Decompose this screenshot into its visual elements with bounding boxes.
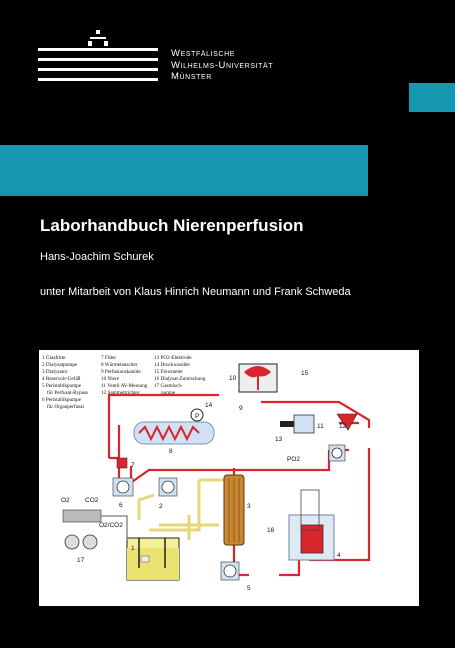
legend-17: 17 Gasmisch- xyxy=(154,383,183,389)
gas-o2-label: O2 xyxy=(61,497,70,504)
num-17: 17 xyxy=(77,557,85,564)
gas-co2-label: CO2 xyxy=(85,497,99,504)
legend-16: 16 Dialysat-Zumischung xyxy=(154,376,206,382)
logo-portal-right xyxy=(104,41,108,46)
legend-6: 6 Peristaltikpumpe xyxy=(42,397,82,403)
po2-label: PO2 xyxy=(287,456,301,463)
filter xyxy=(117,458,127,468)
perfusion-diagram-svg xyxy=(39,350,419,606)
university-logo xyxy=(38,30,158,84)
logo-bar-3 xyxy=(38,68,158,71)
num-2: 2 xyxy=(159,503,163,510)
legend-10: 10 Niere xyxy=(101,376,120,382)
num-12: 12 xyxy=(339,423,347,430)
legend-15: 15 Flowmeter xyxy=(154,369,183,375)
num-8: 8 xyxy=(169,448,173,455)
av-valve xyxy=(280,415,314,433)
gas-mix-label: O2/CO2 xyxy=(99,522,123,529)
num-16: 16 xyxy=(267,527,275,534)
legend-6b: für Organperfusat xyxy=(47,404,84,410)
num-1: 1 xyxy=(131,545,135,552)
logo-bar-1 xyxy=(38,48,158,51)
dialyzer xyxy=(224,475,244,545)
legend-13: 13 PO2-Elektrode xyxy=(154,355,192,361)
kidney-chamber xyxy=(239,364,277,392)
legend-1: 1 Glasfritte xyxy=(42,355,66,361)
pressure-p-label: P xyxy=(195,413,200,420)
dialysate-tubing xyxy=(139,480,224,540)
legend-7: 7 Filter xyxy=(101,355,117,361)
legend-12: 12 Sammeltrichter xyxy=(101,390,140,396)
legend-5: 5 Peristaltikpumpe xyxy=(42,383,82,389)
accent-band xyxy=(0,145,368,196)
num-14: 14 xyxy=(205,402,213,409)
logo-finial xyxy=(96,30,100,34)
legend-17b: pumpe xyxy=(161,390,176,396)
num-6: 6 xyxy=(119,502,123,509)
logo-bar-4 xyxy=(38,78,158,81)
perfusion-diagram xyxy=(39,350,419,606)
book-author: Hans-Joachim Schurek xyxy=(40,251,154,263)
legend xyxy=(42,354,206,410)
legend-4: 4 Reservoir-Gefäß xyxy=(42,376,81,382)
num-7: 7 xyxy=(131,462,135,469)
num-9: 9 xyxy=(239,405,243,412)
num-3: 3 xyxy=(247,503,251,510)
university-line-2: Wilhelms-Universität xyxy=(171,59,274,71)
university-name xyxy=(171,48,273,83)
university-line-1: Westfälische xyxy=(171,48,236,59)
university-line-3: Münster xyxy=(171,71,212,82)
gas-mixing-pump xyxy=(63,510,127,549)
num-10: 10 xyxy=(229,375,237,382)
heat-exchanger xyxy=(134,422,214,444)
logo-bar-2 xyxy=(38,58,158,61)
book-title: Laborhandbuch Nierenperfusion xyxy=(40,216,304,235)
legend-2: 2 Dialysatpumpe xyxy=(42,362,78,368)
legend-14: 14 Druckwandler xyxy=(154,362,191,368)
book-contributors: unter Mitarbeit von Klaus Hinrich Neumann und Frank Schweda xyxy=(40,286,351,298)
reservoir-vessel xyxy=(289,490,334,560)
num-13: 13 xyxy=(275,436,283,443)
legend-9: 9 Perfusionskanüle xyxy=(101,369,141,375)
legend-11: 11 Ventil AV-Messung xyxy=(101,383,148,389)
glass-frit-reservoir xyxy=(127,538,179,580)
num-15: 15 xyxy=(301,370,309,377)
logo-roof-bar xyxy=(90,37,106,39)
logo-portal-left xyxy=(88,41,92,46)
accent-square xyxy=(409,83,455,112)
legend-3: 3 Dialysator xyxy=(42,369,68,375)
num-4: 4 xyxy=(337,552,341,559)
legend-8: 8 Wärmetauscher xyxy=(101,362,138,368)
num-5: 5 xyxy=(247,585,251,592)
legend-5b: für Perfusat-Bypass xyxy=(47,390,89,396)
num-11: 11 xyxy=(317,423,324,430)
